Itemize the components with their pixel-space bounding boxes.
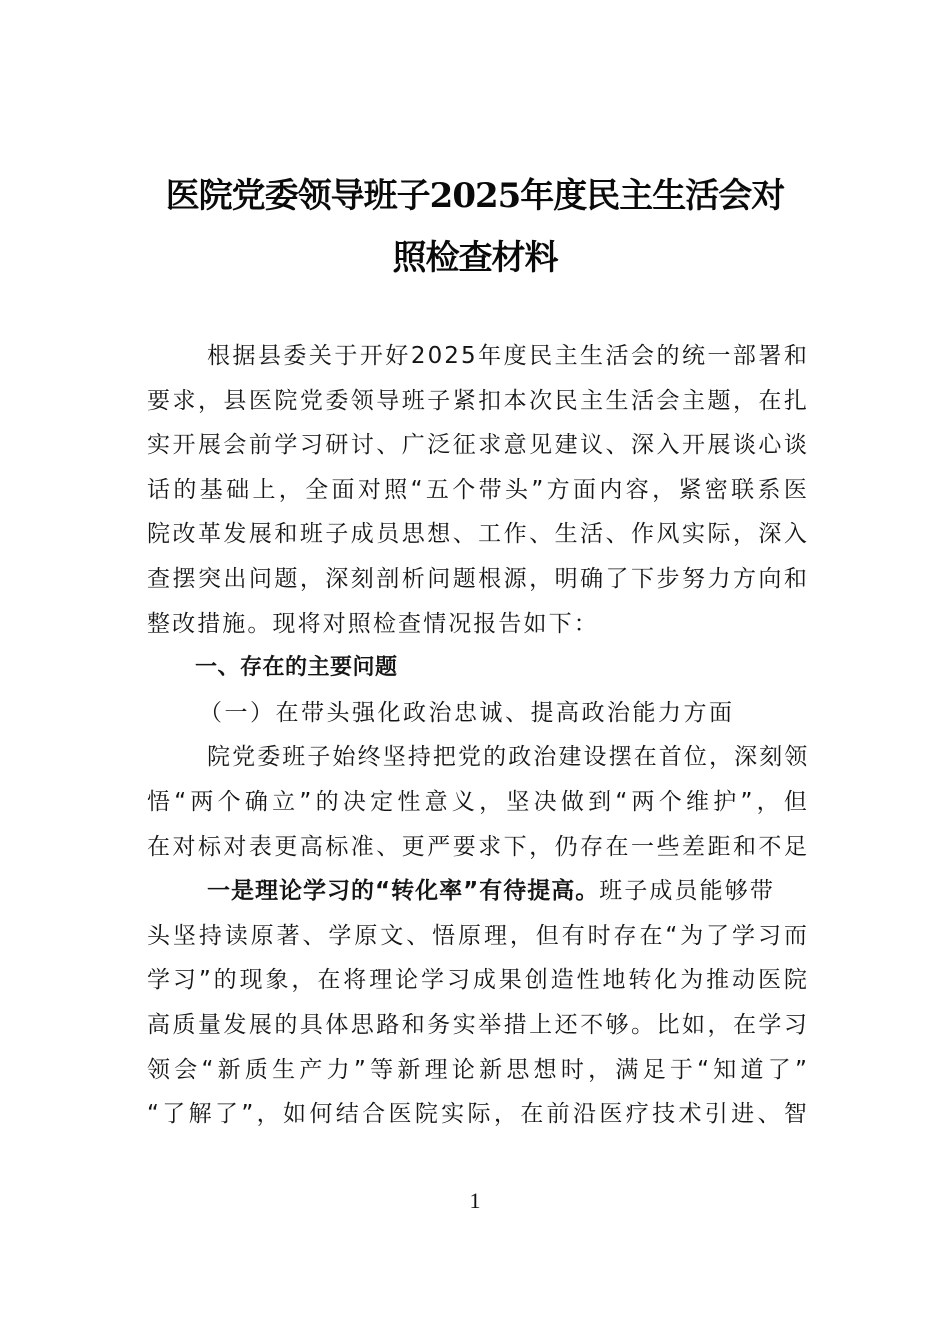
- intro-line-7: 整改措施。现将对照检查情况报告如下：: [147, 610, 599, 637]
- intro-line-6: 查摆突出问题，深刻剖析问题根源，明确了下步努力方向和: [147, 565, 809, 592]
- lead-line-rest: 班子成员能够带: [599, 878, 775, 905]
- intro-line-2: 要求，县医院党委领导班子紧扣本次民主生活会主题，在扎: [147, 387, 809, 414]
- document-title: [140, 165, 810, 289]
- intro-line-1: 根据县委关于开好2025年度民主生活会的统一部署和: [207, 343, 809, 369]
- paragraph-line-1: 院党委班子始终坚持把党的政治建设摆在首位，深刻领: [207, 744, 810, 771]
- paragraph-line-lead: [147, 869, 809, 914]
- intro-line-4: 话的基础上，全面对照“五个带头”方面内容，紧密联系医: [147, 476, 809, 503]
- paragraph-theory-study: [147, 869, 809, 1137]
- document-body: [147, 334, 809, 1137]
- paragraph-line-4: 高质量发展的具体思路和务实举措上还不够。比如，在学习: [147, 1011, 809, 1038]
- paragraph-line-6: “了解了”，如何结合医院实际，在前沿医疗技术引进、智: [147, 1101, 809, 1128]
- subsection-heading-political-loyalty: （一）在带头强化政治忠诚、提高政治能力方面: [199, 699, 735, 726]
- paragraph-line-5: 领会“新质生产力”等新理论新思想时，满足于“知道了”: [147, 1056, 809, 1083]
- paragraph-line-2: 悟“两个确立”的决定性意义，坚决做到“两个维护”，但: [147, 788, 809, 815]
- title-line-2: 照检查材料: [392, 238, 558, 278]
- intro-line-3: 实开展会前学习研讨、广泛征求意见建议、深入开展谈心谈: [147, 432, 809, 459]
- page-number: 1: [469, 1188, 481, 1213]
- section-heading-main-problems: 一、存在的主要问题: [195, 655, 398, 681]
- paragraph-political-building: [147, 735, 809, 869]
- paragraph-line-3: 学习”的现象，在将理论学习成果创造性地转化为推动医院: [147, 967, 809, 994]
- paragraph-line-3: 在对标对表更高标准、更严要求下，仍存在一些差距和不足: [147, 833, 809, 860]
- title-line-1: 医院党委领导班子2025年度民主生活会对: [165, 176, 785, 216]
- paragraph-line-2: 头坚持读原著、学原文、悟原理，但有时存在“为了学习而: [147, 922, 809, 949]
- bold-lead-point-one: 一是理论学习的“转化率”有待提高。: [207, 878, 600, 905]
- intro-line-5: 院改革发展和班子成员思想、工作、生活、作风实际，深入: [147, 521, 809, 548]
- intro-paragraph: [147, 334, 809, 646]
